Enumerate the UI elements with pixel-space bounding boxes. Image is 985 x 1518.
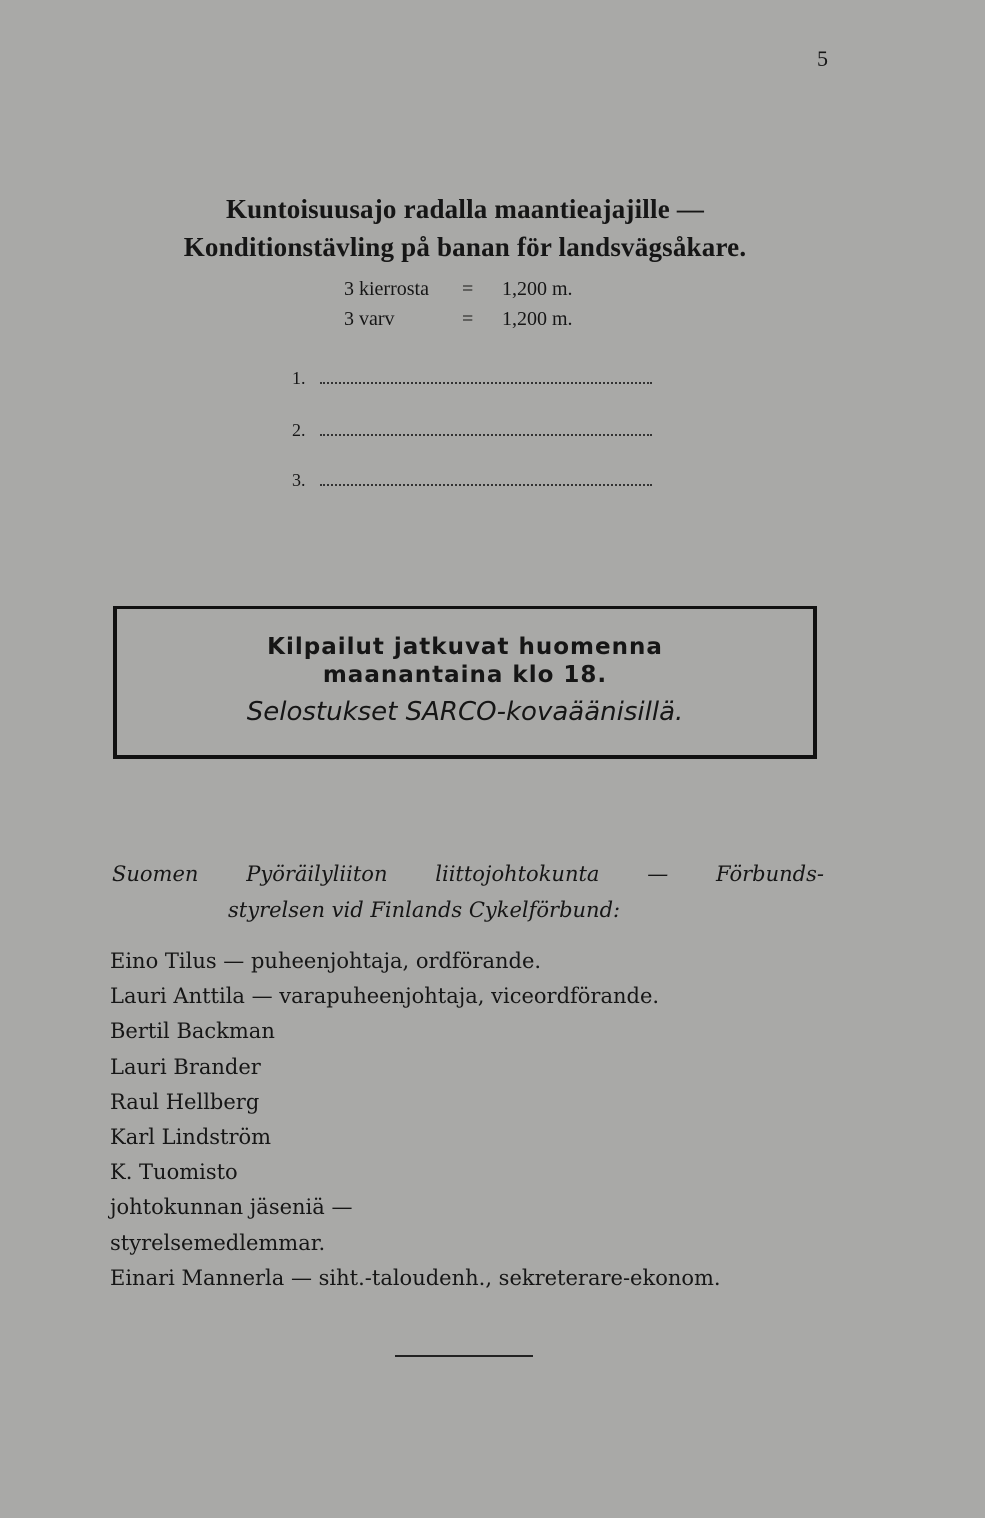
distance-row: [344, 304, 573, 334]
heading-line-swedish: Konditionstävling på banan för landsvägsåkare.: [183, 232, 747, 262]
member-line: Lauri Brander: [110, 1054, 261, 1079]
distance-label: 3 kierrosta: [344, 278, 429, 300]
page-heading: [120, 190, 810, 266]
dotted-fill-line: [320, 422, 652, 436]
board-title-word: liittojohtokunta: [435, 862, 600, 886]
notice-box: [113, 606, 817, 759]
distance-value: 1,200 m.: [502, 308, 573, 330]
placing-number: 2.: [292, 420, 306, 440]
board-title-word: —: [647, 862, 669, 886]
member-line: K. Tuomisto: [110, 1160, 238, 1185]
member-line: Einari Mannerla — siht.-taloudenh., sekreterare-ekonom.: [110, 1265, 721, 1290]
member-line: Eino Tilus — puheenjohtaja, ordförande.: [110, 949, 542, 973]
placing-number: 1.: [292, 368, 306, 388]
board-title-word: Suomen: [112, 862, 199, 886]
placing-line-2: [292, 420, 652, 441]
board-title-word: Pyöräilyliiton: [246, 862, 388, 886]
board-title-line-1: [112, 856, 824, 892]
member-line: Raul Hellberg: [110, 1089, 260, 1114]
notice-line: maanantaina klo 18.: [322, 662, 608, 688]
notice-commentary-line: Selostukset SARCO-kovaäänisillä.: [246, 697, 684, 727]
notice-line: Kilpailut jatkuvat huomenna: [267, 634, 663, 660]
distance-table: [344, 274, 573, 334]
board-title: [112, 856, 824, 928]
end-rule-divider: [395, 1355, 533, 1357]
distance-row: [344, 274, 573, 304]
member-line: styrelsemedlemmar.: [110, 1230, 326, 1255]
member-line: Karl Lindström: [110, 1125, 272, 1150]
dotted-fill-line: [320, 370, 652, 384]
board-title-word: Förbunds-: [716, 862, 824, 886]
distance-equals: =: [462, 308, 474, 330]
member-line: Bertil Backman: [110, 1019, 275, 1044]
heading-line-finnish: Kuntoisuusajo radalla maantieajajille —: [225, 194, 705, 224]
dotted-fill-line: [320, 472, 652, 486]
placing-line-1: [292, 368, 652, 389]
distance-label: 3 varv: [344, 308, 395, 330]
board-title-line-2: styrelsen vid Finlands Cykelförbund:: [228, 898, 621, 922]
placing-number: 3.: [292, 470, 306, 490]
placing-line-3: [292, 470, 652, 491]
member-line: johtokunnan jäseniä —: [110, 1195, 353, 1220]
distance-value: 1,200 m.: [502, 278, 573, 300]
member-line: Lauri Anttila — varapuheenjohtaja, viceordförande.: [110, 984, 660, 1009]
page-number: 5: [817, 46, 828, 71]
board-members-list: [110, 944, 830, 1296]
distance-equals: =: [462, 278, 474, 300]
